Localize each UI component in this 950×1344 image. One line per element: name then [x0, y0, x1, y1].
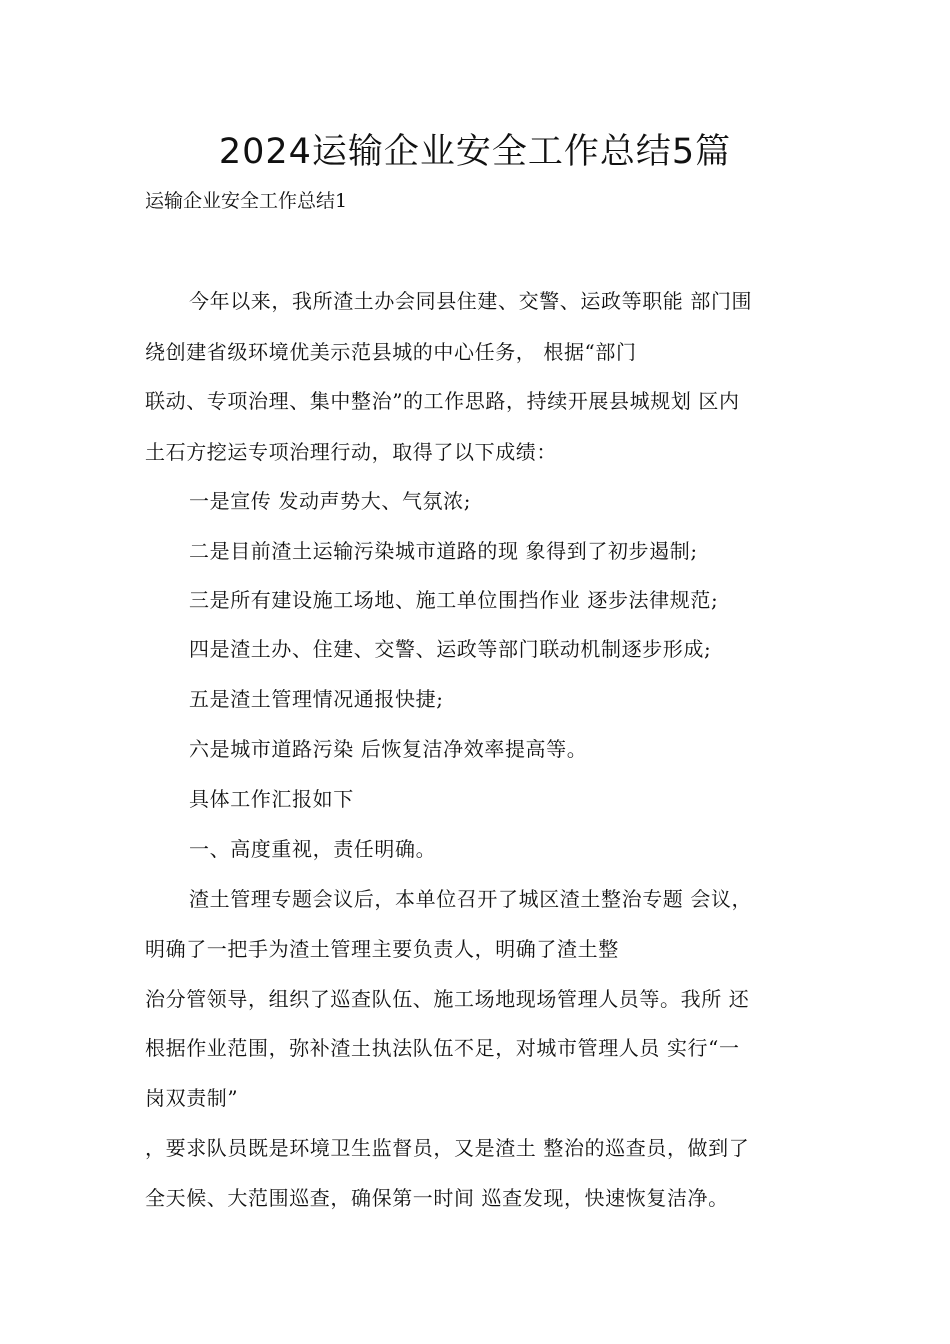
list-item: 五是渣土管理情况通报快捷; [189, 687, 444, 711]
paragraph-line: 岗双责制” [145, 1086, 239, 1110]
paragraph-line: 绕创建省级环境优美示范县城的中心任务， 根据“部门 [145, 340, 637, 364]
section-subtitle: 运输企业安全工作总结1 [145, 190, 348, 212]
paragraph-line: 治分管领导，组织了巡查队伍、施工场地现场管理人员等。我所 还 [145, 987, 750, 1011]
paragraph-line: 全天候、大范围巡查，确保第一时间 巡查发现，快速恢复洁净。 [145, 1186, 729, 1210]
list-item: 四是渣土办、住建、交警、运政等部门联动机制逐步形成; [189, 637, 712, 661]
document-title: 2024运输企业安全工作总结5篇 [218, 132, 732, 172]
paragraph-line: 渣土管理专题会议后，本单位召开了城区渣土整治专题 会议， [189, 887, 753, 911]
list-item: 三是所有建设施工场地、施工单位围挡作业 逐步法律规范; [189, 588, 719, 612]
list-item: 六是城市道路污染 后恢复洁净效率提高等。 [189, 737, 588, 761]
paragraph-line: 根据作业范围，弥补渣土执法队伍不足，对城市管理人员 实行“一 [145, 1036, 740, 1060]
paragraph-line: 联动、专项治理、集中整治”的工作思路，持续开展县城规划 区内 [145, 389, 740, 413]
paragraph-line: 明确了一把手为渣土管理主要负责人，明确了渣土整 [145, 937, 619, 961]
list-item: 二是目前渣土运输污染城市道路的现 象得到了初步遏制; [189, 539, 698, 563]
paragraph-line: ，要求队员既是环境卫生监督员，又是渣土 整治的巡查员，做到了 [145, 1136, 750, 1160]
section-heading: 一、高度重视，责任明确。 [189, 837, 437, 861]
paragraph-line: 今年以来，我所渣土办会同县住建、交警、运政等职能 部门围 [189, 289, 753, 313]
paragraph-line: 土石方挖运专项治理行动，取得了以下成绩： [145, 440, 557, 464]
paragraph-line: 具体工作汇报如下 [189, 787, 354, 811]
list-item: 一是宣传 发动声势大、气氛浓; [189, 489, 472, 513]
